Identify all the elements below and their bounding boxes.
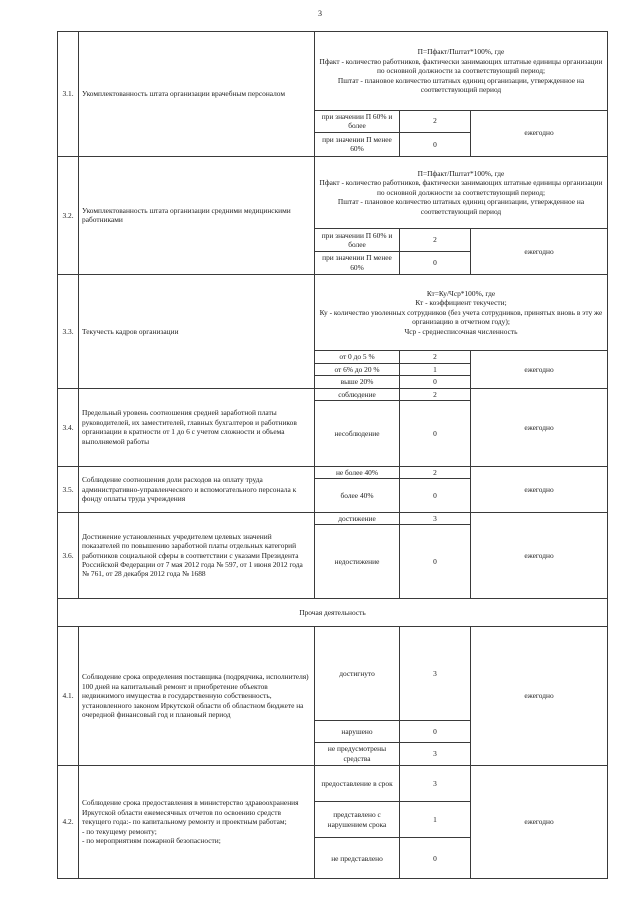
row-number: 3.1. (58, 32, 79, 157)
table-row (58, 512, 608, 525)
indicator-text: Достижение установленных учредителем целевых значений показателей по повышению заработной платы отдельных категорий работников социальной сферы в соответствии с указами Президента Российской Федерации от 7 мая 2012 года № 597, от 1 июня 2012 года № 761, от 28 декабря 2012 года № 1688 (79, 512, 315, 598)
formula-line: Чср - среднесписочная численность (404, 326, 518, 336)
condition-cell: соблюдение (315, 388, 400, 401)
periodicity-cell: ежегодно (471, 388, 608, 466)
condition-cell: при значении П менее 60% (315, 251, 400, 274)
indicator-text: Соблюдение соотношения доли расходов на оплату труда административно-управленческого и вспомогательного персонала к фонду оплаты труда учреждения (79, 466, 315, 512)
row-number: 3.6. (58, 512, 79, 598)
formula-line: П=Пфакт/Пштат*100%, где (417, 47, 505, 57)
formula-line: Пштат - плановое количество штатных единиц организации, утвержденное на соответствующий период (337, 75, 585, 94)
indicator-text: Соблюдение срока определения поставщика (подрядчика, исполнителя) 100 дней на капитальный ремонт и приобретение объектов недвижимого имущества в государственную собственность, установленного законом Иркутской области об областном бюджете на очередной финансовый год и плановый период (79, 626, 315, 765)
table-row (58, 598, 608, 626)
row-number: 3.2. (58, 156, 79, 274)
condition-cell: не представлено (315, 838, 400, 879)
condition-cell: при значении П 60% и более (315, 229, 400, 251)
condition-cell: более 40% (315, 479, 400, 512)
indicators-table (57, 31, 608, 879)
score-cell: 0 (400, 376, 471, 389)
periodicity-cell: ежегодно (471, 626, 608, 765)
score-cell: 0 (400, 838, 471, 879)
indicator-text: Текучесть кадров организации (79, 274, 315, 388)
condition-cell: несоблюдение (315, 401, 400, 466)
periodicity-cell: ежегодно (471, 110, 608, 156)
formula-line: Кт - коэффициент текучести; (415, 298, 507, 308)
periodicity-cell: ежегодно (471, 512, 608, 598)
row-number: 4.1. (58, 626, 79, 765)
formula-line: Кт=Ку/Чср*100%, где (426, 288, 496, 298)
condition-cell: при значении П 60% и более (315, 110, 400, 132)
score-cell: 3 (400, 742, 471, 765)
formula-block (315, 156, 608, 229)
condition-cell: выше 20% (315, 376, 400, 389)
condition-cell: предоставление в срок (315, 765, 400, 801)
condition-cell: при значении П менее 60% (315, 132, 400, 156)
score-cell: 0 (400, 401, 471, 466)
periodicity-cell: ежегодно (471, 351, 608, 389)
row-number: 3.3. (58, 274, 79, 388)
condition-cell: от 6% до 20 % (315, 363, 400, 376)
row-number: 3.5. (58, 466, 79, 512)
score-cell: 0 (400, 479, 471, 512)
score-cell: 2 (400, 229, 471, 251)
score-cell: 2 (400, 351, 471, 364)
table-row (58, 156, 608, 229)
table-row (58, 32, 608, 111)
score-cell: 2 (400, 466, 471, 479)
formula-line: Пфакт - количество работников, фактически занимающих штатные единицы организации по основной должности за соответствующий период; (319, 178, 603, 197)
indicator-line: Соблюдение срока предоставления в министерство здравоохранения Иркутской области ежемесячных отчетов по освоению средств текущего года:- по капитальному ремонту и проектным работам; (82, 798, 299, 827)
formula-line: Пштат - плановое количество штатных единиц организации, утвержденное на соответствующий период (337, 197, 585, 216)
periodicity-cell: ежегодно (471, 466, 608, 512)
periodicity-cell: ежегодно (471, 229, 608, 274)
page-number: 3 (318, 9, 322, 18)
condition-cell: недостижение (315, 525, 400, 599)
score-cell: 0 (400, 251, 471, 274)
formula-block (315, 274, 608, 351)
table-row (58, 765, 608, 801)
table-row (58, 274, 608, 351)
score-cell: 1 (400, 802, 471, 838)
formula-block (315, 32, 608, 111)
score-cell: 3 (400, 626, 471, 720)
condition-cell: представлено с нарушением срока (315, 802, 400, 838)
periodicity-cell: ежегодно (471, 765, 608, 878)
table-row (58, 466, 608, 479)
score-cell: 1 (400, 363, 471, 376)
row-number: 4.2. (58, 765, 79, 878)
indicator-text: Укомплектованность штата организации врачебным персоналом (79, 32, 315, 157)
score-cell: 3 (400, 512, 471, 525)
formula-line: Пфакт - количество работников, фактически занимающих штатные единицы организации по основной должности за соответствующий период; (319, 56, 603, 76)
score-cell: 0 (400, 720, 471, 742)
row-number: 3.4. (58, 388, 79, 466)
condition-cell: достигнуто (315, 626, 400, 720)
indicator-text: Предельный уровень соотношения средней заработной платы руководителей, их заместителей, главных бухгалтеров и работников организации в кратности от 1 до 6 с учетом сложности и объема выполняемой работы (79, 388, 315, 466)
indicator-text: Укомплектованность штата организации средними медицинскими работниками (79, 156, 315, 274)
indicator-line: - по текущему ремонту; (82, 826, 157, 836)
score-cell: 0 (400, 525, 471, 599)
condition-cell: нарушено (315, 720, 400, 742)
indicator-line: - по мероприятиям пожарной безопасности; (82, 836, 221, 846)
condition-cell: достижение (315, 512, 400, 525)
score-cell: 2 (400, 110, 471, 132)
condition-cell: не предусмотрены средства (315, 742, 400, 765)
condition-cell: от 0 до 5 % (315, 351, 400, 364)
score-cell: 2 (400, 388, 471, 401)
formula-line: Ку - количество уволенных сотрудников (без учета сотрудников, принятых вновь в эту же организацию в отчетном году); (319, 307, 603, 327)
table-row (58, 626, 608, 720)
section-heading: Прочая деятельность (58, 598, 608, 626)
formula-line: П=Пфакт/Пштат*100%, где (417, 168, 505, 178)
table-row (58, 388, 608, 401)
indicator-text (79, 765, 315, 878)
score-cell: 0 (400, 132, 471, 156)
score-cell: 3 (400, 765, 471, 801)
condition-cell: не более 40% (315, 466, 400, 479)
